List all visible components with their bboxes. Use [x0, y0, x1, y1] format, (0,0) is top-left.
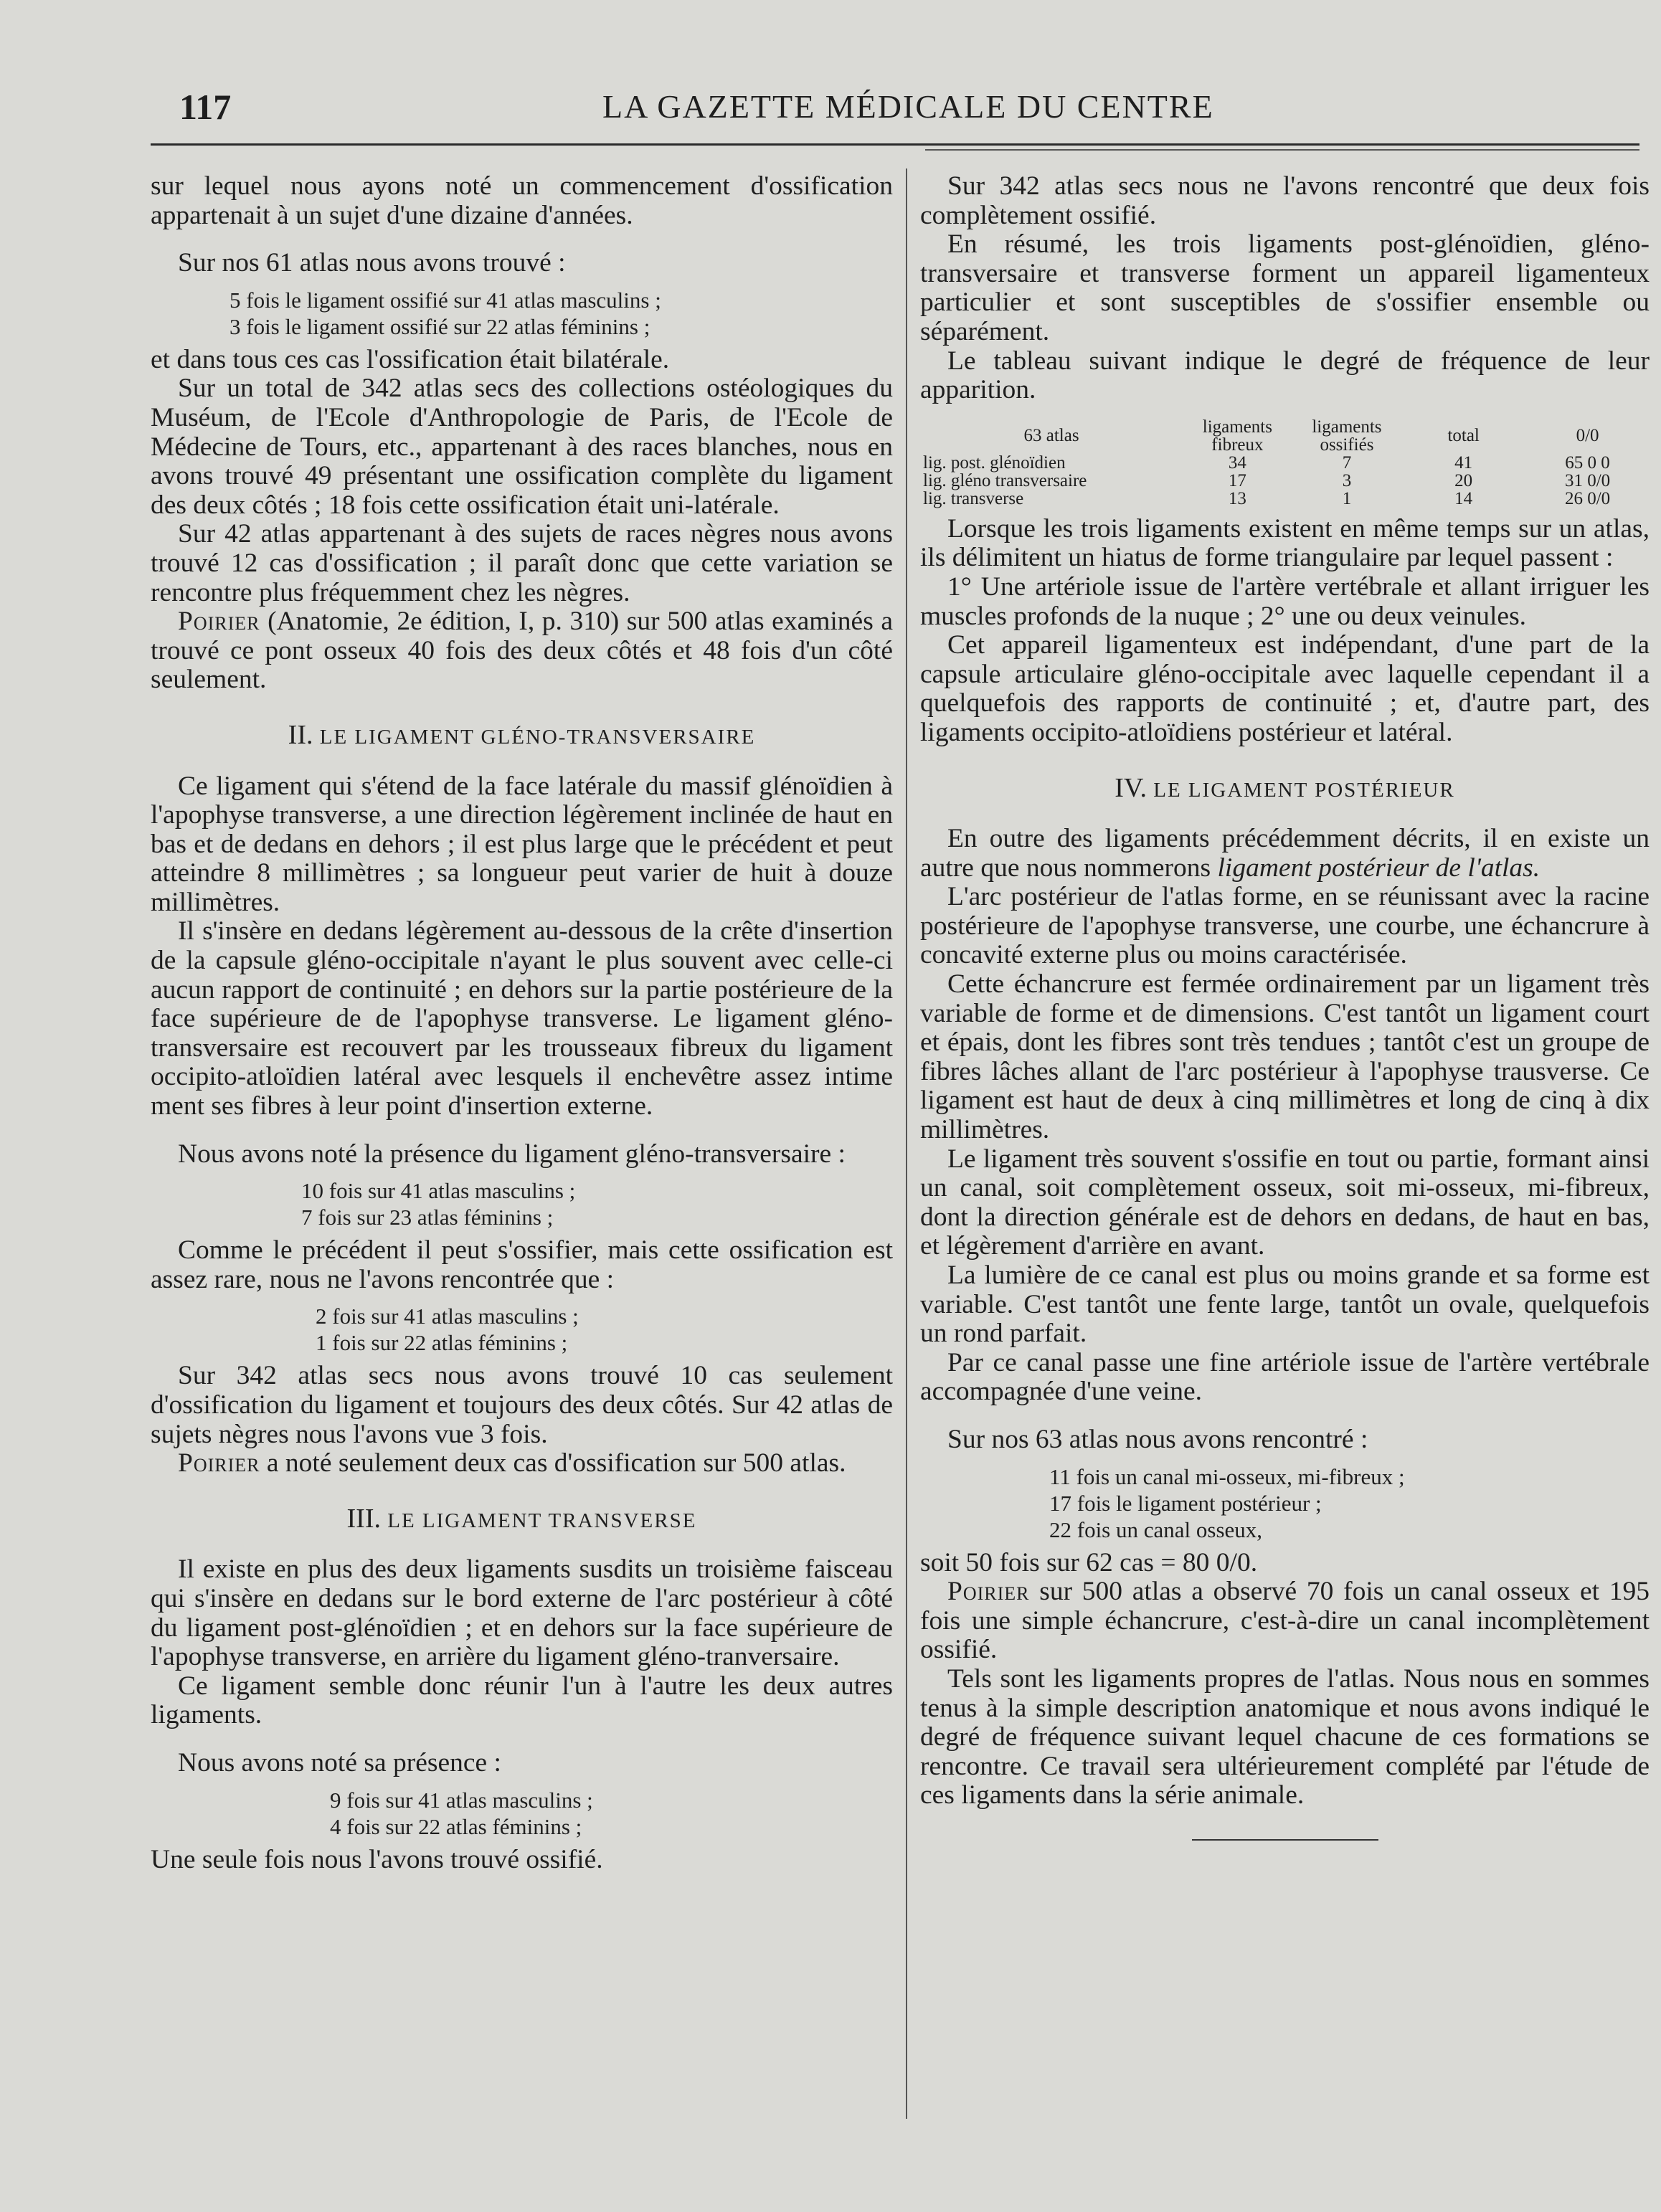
running-header — [172, 79, 1635, 136]
paragraph: Ce ligament semble donc réunir l'un à l'autre les deux autres ligaments. — [151, 1671, 893, 1730]
column-header: total — [1447, 426, 1480, 446]
paragraph-text: En outre des ligaments précédemment décrits, il en existe un autre que nous nommerons — [920, 824, 1650, 883]
journal-title: LA GAZETTE MÉDICALE DU CENTRE — [602, 88, 1214, 125]
list-item: 3 fois le ligament ossifié sur 22 atlas féminins ; — [229, 313, 650, 339]
section-heading — [920, 774, 1650, 805]
paragraph — [151, 1449, 893, 1478]
paragraph: Nous avons noté sa présence : — [178, 1747, 501, 1777]
count-list — [151, 1303, 893, 1356]
table-cell: 31 0/0 — [1564, 470, 1611, 490]
list-item: 9 fois sur 41 atlas masculins ; — [330, 1787, 593, 1813]
paragraph: Comme le précédent il peut s'ossifier, mais cette ossification est assez rare, nous ne l'avons rencontrée que : — [151, 1235, 893, 1294]
author-name: Poirier — [947, 1577, 1030, 1607]
section-title: LE LIGAMENT GLÉNO-TRANSVERSAIRE — [319, 725, 756, 749]
paragraph-text: a noté seulement deux cas d'ossification sur 500 atlas. — [260, 1448, 846, 1478]
paragraph: 1° Une artériole issue de l'artère vertébrale et allant irriguer les muscles profonds de la nuque ; 2° une ou deux veinules. — [920, 571, 1650, 631]
paragraph: Il existe en plus des deux ligaments susdits un troisième faisceau qui s'insère en dedans sur le bord externe de l'arc postérieur à côté du ligament post-glénoïdien ; et en dehors sur la face supérieure de l'apophyse transverse, en arrière du ligament gléno-tranversaire. — [151, 1554, 893, 1672]
section-title: LE LIGAMENT POSTÉRIEUR — [1153, 778, 1455, 802]
table-cell: 13 — [1228, 488, 1246, 508]
paragraph: Il s'insère en dedans légèrement au-dessous de la crête d'insertion de la capsule gléno-occipitale n'ayant le plus souvent avec celle-ci aucun rapport de continuité ; en dehors sur la partie postérieure de la face supérieure de de l'apophyse transverse. Le ligament gléno-transversaire est recouvert par les trousseaux fibreux du ligament occipito-atloïdien latéral avec lesquels il enchevêtre assez intime ment ses fibres à leur point d'insertion externe. — [151, 916, 893, 1121]
table-cell: 3 — [1342, 470, 1352, 490]
column-header: ligaments ossifiés — [1312, 417, 1382, 455]
paragraph: Le tableau suivant indique le degré de fréquence de leur apparition. — [920, 346, 1650, 405]
paragraph-text: sur 500 atlas a observé 70 fois un canal osseux et 195 fois une simple échancrure, c'est-à-dire un canal incomplètement ossifié. — [920, 1577, 1650, 1665]
emphasized-term: ligament postérieur de l'atlas. — [1217, 853, 1541, 883]
table-cell: lig. post. glénoïdien — [923, 452, 1066, 473]
page-number: 117 — [179, 87, 232, 127]
paragraph: Sur 342 atlas secs nous ne l'avons rencontré que deux fois complètement ossifié. — [920, 171, 1650, 230]
list-item: 1 fois sur 22 atlas féminins ; — [316, 1330, 568, 1356]
table-cell: lig. transverse — [923, 488, 1024, 508]
list-item: 10 fois sur 41 atlas masculins ; — [301, 1178, 576, 1204]
table-header-row — [920, 418, 1650, 454]
left-column — [151, 172, 893, 1874]
section-heading — [151, 1504, 893, 1536]
paragraph — [920, 825, 1650, 883]
paragraph: Cette échancrure est fermée ordinairement par un ligament très variable de forme et de dimensions. C'est tantôt un ligament court et épais, dont les fibres sont très tendues ; tantôt c'est un groupe de fibres lâches allant de l'arc postérieur à l'apophyse trausverse. Ce ligament est haut de deux à cinq millimètres et long de cinq à dix millimètres. — [920, 969, 1650, 1145]
paragraph: En résumé, les trois ligaments post-glénoïdien, gléno-transversaire et transverse forment un appareil ligamenteux particulier et sont susceptibles de s'ossifier ensemble ou séparément. — [920, 229, 1650, 346]
paragraph: Sur nos 63 atlas nous avons rencontré : — [947, 1424, 1368, 1454]
list-item: 2 fois sur 41 atlas masculins ; — [316, 1304, 579, 1329]
table-cell: 20 — [1454, 470, 1473, 490]
section-heading — [151, 721, 893, 752]
paragraph: Une seule fois nous l'avons trouvé ossifié. — [151, 1844, 603, 1874]
section-number: II. — [288, 719, 313, 750]
section-number: IV. — [1115, 772, 1147, 803]
list-item: 17 fois le ligament postérieur ; — [1049, 1490, 1322, 1516]
list-item: 7 fois sur 23 atlas féminins ; — [301, 1205, 554, 1230]
paragraph: L'arc postérieur de l'atlas forme, en se réunissant avec la racine postérieure de l'apophyse transverse, une courbe, une échancrure à concavité externe plus ou moins caractérisée. — [920, 882, 1650, 970]
count-list — [151, 287, 893, 340]
list-item: 11 fois un canal mi-osseux, mi-fibreux ; — [1049, 1463, 1405, 1489]
list-item: 4 fois sur 22 atlas féminins ; — [330, 1813, 582, 1839]
count-list — [920, 1463, 1650, 1543]
list-item: 22 fois un canal osseux, — [1049, 1516, 1263, 1542]
paragraph — [920, 1577, 1650, 1665]
paragraph: Cet appareil ligamenteux est indépendant, d'une part de la capsule articulaire gléno-occipitale avec laquelle cependant il a quelquefois des rapports de continuité ; et, d'autre part, des ligaments occipito-atloïdiens postérieur et latéral. — [920, 630, 1650, 747]
column-header: ligaments fibreux — [1202, 417, 1272, 455]
table-row — [920, 472, 1650, 490]
section-title: LE LIGAMENT TRANSVERSE — [387, 1509, 697, 1532]
author-name: Poirier — [178, 607, 260, 637]
right-column — [920, 172, 1650, 1841]
table-cell: 14 — [1454, 488, 1473, 508]
paragraph: Sur 342 atlas secs nous avons trouvé 10 cas seulement d'ossification du ligament et toujours des deux côtés. Sur 42 atlas de sujets nègres nous l'avons vue 3 fois. — [151, 1361, 893, 1449]
paragraph: et dans tous ces cas l'ossification était bilatérale. — [151, 344, 670, 374]
paragraph — [151, 607, 893, 695]
table-row — [920, 454, 1650, 472]
paragraph-text: (Anatomie, 2e édition, I, p. 310) sur 500 atlas examinés a trouvé ce pont osseux 40 fois des deux côtés et 48 fois d'un côté seulement. — [151, 607, 893, 695]
count-list — [151, 1787, 893, 1840]
table-cell: 7 — [1342, 452, 1352, 473]
table-cell: 26 0/0 — [1564, 488, 1611, 508]
count-list — [151, 1177, 893, 1230]
paragraph: Nous avons noté la présence du ligament gléno-transversaire : — [178, 1139, 846, 1169]
section-number: III. — [346, 1503, 381, 1534]
table-row — [920, 490, 1650, 508]
paragraph: Lorsque les trois ligaments existent en même temps sur un atlas, ils délimitent un hiatus de forme triangulaire par lequel passent : — [920, 513, 1650, 573]
list-item: 5 fois le ligament ossifié sur 41 atlas masculins ; — [229, 287, 661, 313]
table-cell: 34 — [1228, 452, 1246, 473]
paragraph: Par ce canal passe une fine artériole issue de l'artère vertébrale accompagnée d'une veine. — [920, 1347, 1650, 1407]
paragraph: Le ligament très souvent s'ossifie en tout ou partie, formant ainsi un canal, soit complètement osseux, soit mi-osseux, mi-fibreux, dont la direction générale est de dehors en dedans, de haut en bas, et légèrement d'arrière en avant. — [920, 1144, 1650, 1261]
table-cell: 17 — [1228, 470, 1246, 490]
column-header: 63 atlas — [1023, 426, 1079, 446]
paragraph: soit 50 fois sur 62 cas = 80 0/0. — [920, 1547, 1258, 1577]
author-name: Poirier — [178, 1448, 260, 1478]
paragraph: Sur nos 61 atlas nous avons trouvé : — [178, 248, 566, 278]
paragraph: La lumière de ce canal est plus ou moins grande et sa forme est variable. C'est tantôt une fente large, tantôt un ovale, quelquefois un rond parfait. — [920, 1261, 1650, 1349]
paragraph: Sur un total de 342 atlas secs des collections ostéologiques du Muséum, de l'Ecole d'Anthropologie de Paris, de l'Ecole de Médecine de Tours, etc., appartenant à des races blanches, nous en avons trouvé 49 présentant une ossification complète du ligament des deux côtés ; 18 fois cette ossification était uni-latérale. — [151, 374, 893, 520]
paragraph: Sur 42 atlas appartenant à des sujets de races nègres nous avons trouvé 12 cas d'ossification ; il paraît donc que cette variation se rencontre plus fréquemment chez les nègres. — [151, 519, 893, 607]
paragraph: sur lequel nous ayons noté un commencement d'ossification appartenait à un sujet d'une dizaine d'années. — [151, 171, 893, 230]
end-rule — [1192, 1839, 1378, 1841]
table-cell: 41 — [1454, 452, 1473, 473]
header-rule — [151, 143, 1639, 146]
table-cell: lig. gléno transversaire — [923, 470, 1087, 490]
table-cell: 65 0 0 — [1565, 452, 1610, 473]
column-divider — [906, 168, 907, 2119]
paragraph: Tels sont les ligaments propres de l'atlas. Nous nous en sommes tenus à la simple description anatomique et nous avons indiqué le degré de fréquence suivant lequel chacune de ces formations se rencontre. Ce travail sera ultérieurement complété par l'étude de ces ligaments dans la série animale. — [920, 1663, 1650, 1810]
table-cell: 1 — [1342, 488, 1352, 508]
column-header: 0/0 — [1576, 426, 1599, 446]
paragraph: Ce ligament qui s'étend de la face latérale du massif glénoïdien à l'apophyse transverse, a une direction légèrement inclinée de haut en bas et de dedans en dehors ; il est plus large que le précédent et peut atteindre 8 millimètres ; sa longueur peut varier de huit à douze millimètres. — [151, 771, 893, 917]
frequency-table — [920, 418, 1650, 508]
header-rule-secondary — [925, 149, 1639, 151]
